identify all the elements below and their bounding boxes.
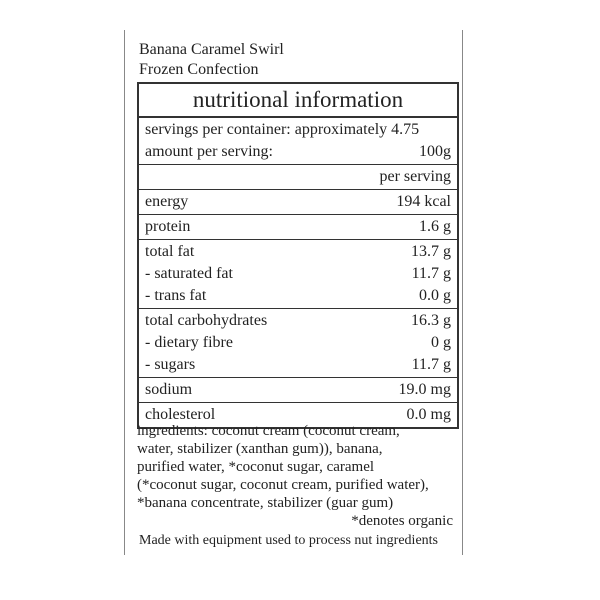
nutrient-label: - trans fat: [145, 287, 207, 304]
nutrient-row: [139, 263, 457, 285]
nutrient-label: energy: [145, 193, 189, 210]
ingredients-block: [137, 422, 459, 530]
nutrient-row: [139, 216, 457, 238]
nutrient-label: total carbohydrates: [145, 312, 268, 329]
ingredients-text: ingredients: coconut cream (coconut cream, water, stabilizer (xanthan gum)), banana, purified water, *coconut sugar, caramel (*coconut sugar, coconut cream, purified water), *banana concentrate, stabilizer (guar gum): [137, 423, 429, 511]
servings-label: servings per container: approximately 4.75: [145, 121, 420, 138]
nutrient-label: protein: [145, 218, 191, 235]
nutrient-row: [139, 191, 457, 213]
panel-heading: nutritional information: [139, 84, 457, 118]
amount-value: 100g: [419, 143, 451, 160]
nutrient-label: - saturated fat: [145, 265, 233, 282]
nutrient-row: [139, 379, 457, 401]
nutrient-value: 0 g: [431, 334, 451, 351]
nutrient-row: [139, 310, 457, 332]
nutrient-value: 13.7 g: [411, 243, 451, 260]
amount-label: amount per serving:: [145, 143, 273, 160]
nutrition-label: [124, 30, 463, 555]
organic-note: *denotes organic: [351, 513, 453, 529]
nutrient-value: 11.7 g: [411, 265, 451, 282]
fat-section: [139, 240, 457, 309]
nutrient-value: 1.6 g: [419, 218, 451, 235]
nutrient-label: total fat: [145, 243, 195, 260]
product-name: Banana Caramel Swirl: [139, 41, 284, 58]
nutrient-value: 0.0 g: [419, 287, 451, 304]
product-title: [139, 40, 284, 80]
nutrient-label: - sugars: [145, 356, 196, 373]
sodium-section: [139, 378, 457, 403]
nutrient-row: [139, 354, 457, 376]
nutrient-label: cholesterol: [145, 406, 216, 423]
nutrient-row: [139, 285, 457, 307]
amount-row: [139, 141, 457, 163]
nutrient-row: [139, 332, 457, 354]
nutrient-value: 0.0 mg: [406, 406, 451, 423]
nutrient-value: 194 kcal: [396, 193, 451, 210]
protein-section: [139, 215, 457, 240]
product-type: Frozen Confection: [139, 61, 259, 78]
serving-section: [139, 118, 457, 165]
column-header-row: [139, 166, 457, 188]
nutrient-row: [139, 241, 457, 263]
nutrition-panel: [137, 82, 459, 429]
column-header: per serving: [379, 168, 451, 185]
carbohydrate-section: [139, 309, 457, 378]
nutrient-value: 19.0 mg: [398, 381, 451, 398]
allergen-statement: Made with equipment used to process nut ingredients: [139, 533, 438, 548]
nutrient-value: 11.7 g: [411, 356, 451, 373]
nutrient-label: sodium: [145, 381, 193, 398]
nutrient-value: 16.3 g: [411, 312, 451, 329]
column-header-section: [139, 165, 457, 190]
servings-row: [139, 119, 457, 141]
nutrient-label: - dietary fibre: [145, 334, 233, 351]
energy-section: [139, 190, 457, 215]
